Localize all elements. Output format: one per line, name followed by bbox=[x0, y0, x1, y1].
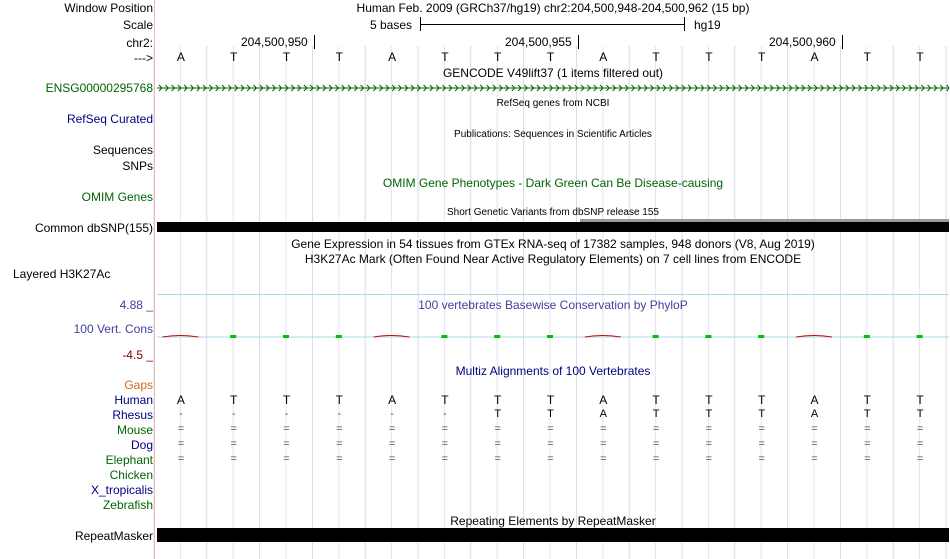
gaps-label: Gaps bbox=[124, 378, 153, 392]
base-letter: T bbox=[758, 50, 766, 64]
gencode-gene-feature[interactable] bbox=[157, 82, 949, 94]
scale-bar-text: 5 bases bbox=[370, 18, 413, 32]
phylop-max-label: 4.88 _ bbox=[119, 298, 153, 312]
alignment-base: T bbox=[282, 393, 291, 407]
phylop-positive-score bbox=[705, 335, 711, 338]
alignment-base: A bbox=[599, 408, 607, 420]
alignment-base: = bbox=[758, 438, 765, 450]
phylop-min-label: -4.5 _ bbox=[122, 348, 153, 362]
alignment-base: = bbox=[811, 423, 818, 435]
alignment-base: T bbox=[441, 393, 449, 407]
refseq-track-label[interactable]: RefSeq Curated bbox=[66, 112, 153, 126]
scale-bar-line bbox=[420, 24, 684, 25]
alignment-base: T bbox=[652, 408, 660, 420]
alignment-base: - bbox=[443, 408, 447, 420]
phylop-positive-score bbox=[283, 335, 289, 338]
alignment-base: = bbox=[230, 453, 237, 465]
alignment-base: = bbox=[864, 438, 871, 450]
phylop-track-label[interactable]: 100 Vert. Cons bbox=[73, 322, 153, 336]
chrom-label: chr2: bbox=[126, 36, 153, 50]
alignment-base: = bbox=[336, 438, 343, 450]
base-letter: A bbox=[810, 50, 819, 64]
h3k27ac-track-label[interactable]: Layered H3K27Ac bbox=[13, 267, 111, 281]
base-letter: T bbox=[652, 50, 660, 64]
window-position-label: Window Position bbox=[64, 1, 153, 15]
sequences-track-label[interactable]: Sequences bbox=[92, 143, 153, 157]
alignment-base: T bbox=[705, 408, 713, 420]
species-label[interactable]: Rhesus bbox=[112, 408, 153, 422]
base-letter: T bbox=[863, 50, 871, 64]
species-label[interactable]: X_tropicalis bbox=[90, 483, 153, 497]
coord-label-2: 204,500,955 bbox=[505, 35, 572, 49]
alignment-base: = bbox=[494, 438, 501, 450]
alignment-base: = bbox=[758, 453, 765, 465]
alignment-base: = bbox=[388, 438, 396, 450]
alignment-base: = bbox=[758, 423, 765, 435]
alignment-base: = bbox=[600, 438, 607, 450]
alignment-base: = bbox=[441, 438, 449, 450]
alignment-base: = bbox=[864, 453, 871, 465]
alignment-base: = bbox=[230, 423, 237, 435]
alignment-base: = bbox=[388, 423, 396, 435]
omim-track-label[interactable]: OMIM Genes bbox=[81, 190, 153, 204]
base-letter: A bbox=[599, 50, 608, 64]
alignment-base: = bbox=[441, 453, 449, 465]
alignment-base: - bbox=[231, 408, 236, 420]
alignment-base: T bbox=[863, 408, 871, 420]
phylop-positive-score bbox=[336, 335, 342, 338]
alignment-base: = bbox=[336, 453, 343, 465]
alignment-base: = bbox=[494, 423, 501, 435]
alignment-base: = bbox=[283, 438, 290, 450]
alignment-base: = bbox=[547, 453, 554, 465]
alignment-base: T bbox=[916, 393, 924, 407]
base-sequence-row bbox=[157, 50, 949, 64]
alignment-base: = bbox=[811, 438, 818, 450]
alignment-base: = bbox=[864, 423, 871, 435]
alignment-base: = bbox=[547, 438, 554, 450]
phylop-positive-score bbox=[758, 335, 764, 338]
gencode-item-label[interactable]: ENSG00000295768 bbox=[45, 81, 153, 95]
snps-track-label[interactable]: SNPs bbox=[122, 159, 153, 173]
alignment-base: A bbox=[176, 393, 185, 407]
dbsnp-track-title[interactable]: Short Genetic Variants from dbSNP release 155 bbox=[447, 207, 659, 218]
strand-arrow-label: ---> bbox=[134, 51, 153, 65]
phylop-positive-score bbox=[230, 335, 236, 338]
alignment-base: = bbox=[388, 453, 396, 465]
gencode-track-title[interactable]: GENCODE V49lift37 (1 items filtered out) bbox=[442, 66, 664, 80]
alignment-base: - bbox=[179, 408, 183, 420]
phylop-positive-score bbox=[653, 335, 659, 338]
scale-bar-right-tick bbox=[684, 17, 685, 31]
base-letter: T bbox=[546, 50, 555, 64]
alignment-base: = bbox=[705, 438, 713, 450]
species-label[interactable]: Chicken bbox=[109, 468, 153, 482]
base-letter: T bbox=[282, 50, 291, 64]
publications-track-title[interactable]: Publications: Sequences in Scientific Articles bbox=[454, 129, 652, 140]
alignment-base: = bbox=[441, 423, 449, 435]
alignment-base: = bbox=[600, 423, 607, 435]
coord-tick-1 bbox=[314, 35, 315, 49]
phylop-track-title[interactable]: 100 vertebrates Basewise Conservation by PhyloP bbox=[418, 298, 688, 312]
species-label[interactable]: Elephant bbox=[105, 453, 153, 467]
alignment-base: A bbox=[810, 393, 819, 407]
coord-tick-2 bbox=[578, 35, 579, 49]
alignment-base: = bbox=[177, 423, 185, 435]
alignment-base: = bbox=[177, 453, 185, 465]
species-label[interactable]: Mouse bbox=[116, 423, 153, 437]
alignment-base: T bbox=[335, 393, 343, 407]
dbsnp-variant-shadow bbox=[580, 219, 949, 222]
phylop-positive-score bbox=[494, 335, 500, 338]
alignment-base: T bbox=[705, 393, 713, 407]
alignment-base: - bbox=[284, 408, 289, 420]
species-label[interactable]: Zebrafish bbox=[102, 498, 153, 512]
base-letter: A bbox=[388, 50, 397, 64]
phylop-positive-score bbox=[917, 335, 923, 338]
alignment-base: A bbox=[599, 393, 608, 407]
alignment-base: = bbox=[547, 423, 554, 435]
alignment-base: T bbox=[230, 393, 238, 407]
base-letter: T bbox=[230, 50, 238, 64]
alignment-base: A bbox=[810, 408, 819, 420]
alignment-base: = bbox=[600, 453, 607, 465]
alignment-base: T bbox=[758, 408, 766, 420]
alignment-base: = bbox=[811, 453, 818, 465]
alignment-base: = bbox=[705, 453, 713, 465]
dbsnp-variant-bar[interactable] bbox=[157, 222, 949, 232]
alignment-base: = bbox=[652, 423, 660, 435]
alignment-base: = bbox=[494, 453, 501, 465]
refseq-track-title[interactable]: RefSeq genes from NCBI bbox=[496, 98, 610, 109]
alignment-base: = bbox=[652, 453, 660, 465]
dbsnp-track-label[interactable]: Common dbSNP(155) bbox=[34, 221, 153, 235]
phylop-positive-score bbox=[547, 335, 553, 338]
alignment-base: = bbox=[177, 438, 185, 450]
omim-track-title[interactable]: OMIM Gene Phenotypes - Dark Green Can Be Disease-causing bbox=[382, 176, 724, 190]
alignment-base: = bbox=[336, 423, 343, 435]
phylop-conservation-plot[interactable] bbox=[157, 330, 949, 344]
alignment-base: = bbox=[916, 438, 924, 450]
label-panel-divider bbox=[154, 0, 155, 559]
multiz-track-title[interactable]: Multiz Alignments of 100 Vertebrates bbox=[455, 364, 651, 378]
alignment-base: T bbox=[494, 408, 502, 420]
h3k27ac-track-title[interactable]: H3K27Ac Mark (Often Found Near Active Regulatory Elements) on 7 cell lines from ENCODE bbox=[304, 252, 802, 266]
alignment-base: - bbox=[337, 408, 342, 420]
alignment-base: = bbox=[652, 438, 660, 450]
alignment-base: T bbox=[547, 408, 554, 420]
phylop-positive-score bbox=[864, 335, 870, 338]
alignment-base: = bbox=[916, 423, 924, 435]
base-letter: T bbox=[441, 50, 449, 64]
alignment-base: T bbox=[916, 408, 924, 420]
coord-tick-3 bbox=[842, 35, 843, 49]
base-letter: A bbox=[176, 50, 185, 64]
alignment-base: = bbox=[230, 438, 237, 450]
alignment-base: T bbox=[494, 393, 502, 407]
base-letter: T bbox=[335, 50, 343, 64]
alignment-base: T bbox=[652, 393, 660, 407]
coord-label-3: 204,500,960 bbox=[769, 35, 836, 49]
repeatmasker-element-bar[interactable] bbox=[157, 528, 949, 542]
alignment-base: T bbox=[546, 393, 555, 407]
alignment-base: = bbox=[916, 453, 924, 465]
alignment-base: A bbox=[388, 393, 397, 407]
base-letter: T bbox=[916, 50, 924, 64]
species-label[interactable]: Dog bbox=[130, 438, 153, 452]
window-position-text: Human Feb. 2009 (GRCh37/hg19) chr2:204,500,948-204,500,962 (15 bp) bbox=[356, 1, 750, 15]
base-letter: T bbox=[494, 50, 502, 64]
repeat-track-title[interactable]: Repeating Elements by RepeatMasker bbox=[450, 514, 656, 528]
phylop-top-line bbox=[157, 294, 949, 295]
species-label[interactable]: Human bbox=[114, 393, 153, 407]
coord-label-1: 204,500,950 bbox=[241, 35, 308, 49]
repeat-track-label[interactable]: RepeatMasker bbox=[74, 529, 153, 543]
alignment-base: - bbox=[390, 408, 394, 420]
phylop-positive-score bbox=[441, 335, 447, 338]
gtex-track-title[interactable]: Gene Expression in 54 tissues from GTEx RNA-seq of 17382 samples, 948 donors (V8, Aug 2019) bbox=[291, 237, 815, 251]
alignment-base: = bbox=[283, 423, 290, 435]
base-letter: T bbox=[705, 50, 713, 64]
alignment-base: = bbox=[705, 423, 713, 435]
scale-label: Scale bbox=[122, 18, 153, 32]
alignment-base: T bbox=[863, 393, 871, 407]
alignment-base: = bbox=[283, 453, 290, 465]
alignment-base: T bbox=[758, 393, 766, 407]
scale-assembly: hg19 bbox=[694, 18, 721, 32]
